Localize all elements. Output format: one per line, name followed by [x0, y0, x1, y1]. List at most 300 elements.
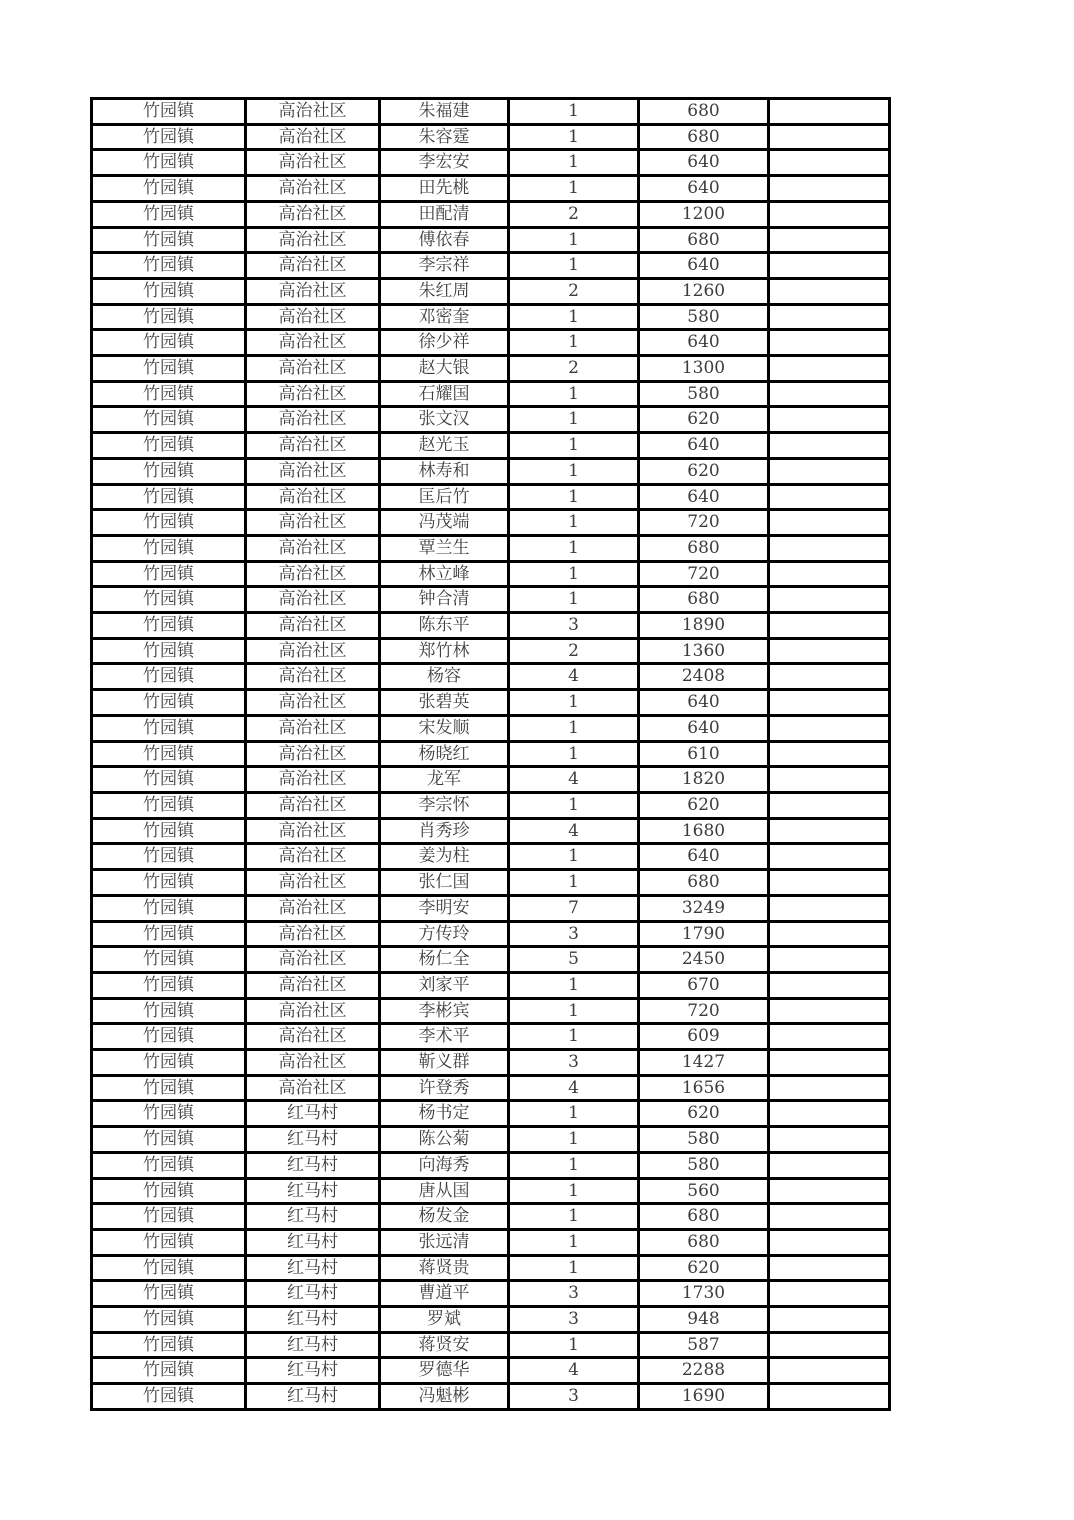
cell-town: 竹园镇 — [92, 1281, 246, 1307]
cell-count: 4 — [509, 818, 639, 844]
cell-name: 方传玲 — [380, 921, 509, 947]
cell-amount: 2408 — [639, 664, 769, 690]
cell-blank — [769, 715, 890, 741]
cell-community: 高治社区 — [246, 664, 380, 690]
table-row — [92, 1255, 890, 1281]
cell-town: 竹园镇 — [92, 510, 246, 536]
cell-count: 5 — [509, 947, 639, 973]
table-row — [92, 1307, 890, 1333]
cell-blank — [769, 1307, 890, 1333]
cell-community: 红马村 — [246, 1358, 380, 1384]
cell-blank — [769, 201, 890, 227]
cell-community: 高治社区 — [246, 638, 380, 664]
cell-count: 1 — [509, 1332, 639, 1358]
cell-community: 高治社区 — [246, 895, 380, 921]
cell-town: 竹园镇 — [92, 767, 246, 793]
cell-name: 曹道平 — [380, 1281, 509, 1307]
table-row — [92, 1281, 890, 1307]
cell-amount: 680 — [639, 124, 769, 150]
table-row — [92, 1152, 890, 1178]
cell-count: 4 — [509, 664, 639, 690]
cell-count: 4 — [509, 1358, 639, 1384]
cell-blank — [769, 433, 890, 459]
cell-blank — [769, 664, 890, 690]
cell-town: 竹园镇 — [92, 715, 246, 741]
cell-count: 3 — [509, 1050, 639, 1076]
cell-blank — [769, 1075, 890, 1101]
table-row — [92, 1358, 890, 1384]
cell-count: 1 — [509, 972, 639, 998]
cell-blank — [769, 561, 890, 587]
table-row — [92, 1127, 890, 1153]
cell-town: 竹园镇 — [92, 227, 246, 253]
cell-count: 3 — [509, 1384, 639, 1410]
cell-blank — [769, 1152, 890, 1178]
cell-blank — [769, 972, 890, 998]
cell-blank — [769, 150, 890, 176]
cell-town: 竹园镇 — [92, 741, 246, 767]
cell-name: 林立峰 — [380, 561, 509, 587]
cell-amount: 640 — [639, 330, 769, 356]
cell-name: 罗德华 — [380, 1358, 509, 1384]
cell-blank — [769, 1101, 890, 1127]
cell-community: 高治社区 — [246, 356, 380, 382]
table-row — [92, 1204, 890, 1230]
cell-name: 张远清 — [380, 1229, 509, 1255]
cell-amount: 580 — [639, 1152, 769, 1178]
cell-name: 蒋贤贵 — [380, 1255, 509, 1281]
cell-count: 1 — [509, 99, 639, 125]
table-row — [92, 407, 890, 433]
cell-name: 刘家平 — [380, 972, 509, 998]
cell-blank — [769, 844, 890, 870]
cell-blank — [769, 124, 890, 150]
table-row — [92, 947, 890, 973]
cell-amount: 1820 — [639, 767, 769, 793]
cell-amount: 1690 — [639, 1384, 769, 1410]
cell-amount: 587 — [639, 1332, 769, 1358]
cell-town: 竹园镇 — [92, 972, 246, 998]
cell-name: 张仁国 — [380, 870, 509, 896]
cell-town: 竹园镇 — [92, 1178, 246, 1204]
cell-town: 竹园镇 — [92, 330, 246, 356]
cell-amount: 640 — [639, 484, 769, 510]
cell-community: 高治社区 — [246, 767, 380, 793]
cell-amount: 1730 — [639, 1281, 769, 1307]
cell-name: 肖秀珍 — [380, 818, 509, 844]
cell-amount: 1260 — [639, 278, 769, 304]
table-row — [92, 587, 890, 613]
cell-name: 赵光玉 — [380, 433, 509, 459]
table-body — [92, 99, 890, 1410]
cell-community: 高治社区 — [246, 201, 380, 227]
cell-town: 竹园镇 — [92, 253, 246, 279]
cell-community: 高治社区 — [246, 381, 380, 407]
table-row — [92, 715, 890, 741]
cell-name: 陈东平 — [380, 613, 509, 639]
cell-count: 1 — [509, 433, 639, 459]
cell-town: 竹园镇 — [92, 433, 246, 459]
cell-amount: 620 — [639, 1255, 769, 1281]
table-row — [92, 1050, 890, 1076]
cell-amount: 2450 — [639, 947, 769, 973]
cell-community: 高治社区 — [246, 870, 380, 896]
cell-blank — [769, 458, 890, 484]
table-row — [92, 613, 890, 639]
table-row — [92, 381, 890, 407]
cell-count: 1 — [509, 561, 639, 587]
cell-amount: 680 — [639, 587, 769, 613]
cell-community: 高治社区 — [246, 330, 380, 356]
cell-town: 竹园镇 — [92, 561, 246, 587]
cell-community: 高治社区 — [246, 535, 380, 561]
cell-name: 徐少祥 — [380, 330, 509, 356]
cell-name: 林寿和 — [380, 458, 509, 484]
cell-amount: 620 — [639, 407, 769, 433]
cell-count: 1 — [509, 1178, 639, 1204]
cell-count: 1 — [509, 998, 639, 1024]
cell-community: 红马村 — [246, 1204, 380, 1230]
cell-amount: 640 — [639, 150, 769, 176]
cell-community: 红马村 — [246, 1178, 380, 1204]
cell-count: 1 — [509, 741, 639, 767]
cell-blank — [769, 818, 890, 844]
cell-name: 匡后竹 — [380, 484, 509, 510]
cell-count: 1 — [509, 176, 639, 202]
cell-community: 高治社区 — [246, 510, 380, 536]
cell-blank — [769, 278, 890, 304]
cell-community: 高治社区 — [246, 792, 380, 818]
cell-town: 竹园镇 — [92, 1358, 246, 1384]
cell-town: 竹园镇 — [92, 99, 246, 125]
cell-blank — [769, 510, 890, 536]
cell-amount: 620 — [639, 458, 769, 484]
cell-community: 红马村 — [246, 1152, 380, 1178]
cell-name: 张文汉 — [380, 407, 509, 433]
cell-amount: 609 — [639, 1024, 769, 1050]
cell-town: 竹园镇 — [92, 150, 246, 176]
table-row — [92, 921, 890, 947]
cell-name: 朱红周 — [380, 278, 509, 304]
cell-name: 唐从国 — [380, 1178, 509, 1204]
cell-count: 3 — [509, 1307, 639, 1333]
cell-blank — [769, 99, 890, 125]
cell-town: 竹园镇 — [92, 1127, 246, 1153]
cell-community: 红马村 — [246, 1101, 380, 1127]
cell-community: 高治社区 — [246, 561, 380, 587]
cell-name: 朱容霆 — [380, 124, 509, 150]
cell-name: 李宗怀 — [380, 792, 509, 818]
table-row — [92, 638, 890, 664]
cell-count: 1 — [509, 407, 639, 433]
table-row — [92, 1229, 890, 1255]
cell-blank — [769, 1358, 890, 1384]
cell-name: 冯魁彬 — [380, 1384, 509, 1410]
subsidy-table — [90, 97, 891, 1411]
cell-community: 高治社区 — [246, 484, 380, 510]
cell-count: 2 — [509, 638, 639, 664]
cell-blank — [769, 1204, 890, 1230]
cell-count: 1 — [509, 1024, 639, 1050]
cell-count: 4 — [509, 1075, 639, 1101]
cell-community: 红马村 — [246, 1307, 380, 1333]
cell-blank — [769, 356, 890, 382]
cell-blank — [769, 895, 890, 921]
cell-amount: 680 — [639, 99, 769, 125]
cell-community: 高治社区 — [246, 818, 380, 844]
table-row — [92, 176, 890, 202]
cell-name: 向海秀 — [380, 1152, 509, 1178]
table-row — [92, 124, 890, 150]
cell-amount: 680 — [639, 870, 769, 896]
cell-blank — [769, 1255, 890, 1281]
cell-town: 竹园镇 — [92, 201, 246, 227]
cell-name: 赵大银 — [380, 356, 509, 382]
cell-blank — [769, 613, 890, 639]
table-row — [92, 433, 890, 459]
cell-amount: 580 — [639, 381, 769, 407]
cell-name: 姜为柱 — [380, 844, 509, 870]
cell-count: 1 — [509, 535, 639, 561]
cell-count: 3 — [509, 613, 639, 639]
cell-amount: 1890 — [639, 613, 769, 639]
cell-count: 1 — [509, 1101, 639, 1127]
cell-town: 竹园镇 — [92, 895, 246, 921]
table-row — [92, 895, 890, 921]
table-row — [92, 150, 890, 176]
cell-name: 邓密奎 — [380, 304, 509, 330]
cell-community: 高治社区 — [246, 998, 380, 1024]
table-row — [92, 1101, 890, 1127]
cell-amount: 1656 — [639, 1075, 769, 1101]
cell-blank — [769, 998, 890, 1024]
cell-blank — [769, 1384, 890, 1410]
cell-town: 竹园镇 — [92, 638, 246, 664]
cell-town: 竹园镇 — [92, 304, 246, 330]
cell-town: 竹园镇 — [92, 1332, 246, 1358]
cell-amount: 640 — [639, 690, 769, 716]
cell-community: 高治社区 — [246, 124, 380, 150]
cell-town: 竹园镇 — [92, 278, 246, 304]
cell-blank — [769, 1050, 890, 1076]
cell-community: 高治社区 — [246, 715, 380, 741]
table-row — [92, 664, 890, 690]
cell-name: 杨书定 — [380, 1101, 509, 1127]
cell-count: 1 — [509, 330, 639, 356]
cell-blank — [769, 1127, 890, 1153]
cell-count: 2 — [509, 356, 639, 382]
cell-name: 李彬宾 — [380, 998, 509, 1024]
cell-community: 高治社区 — [246, 972, 380, 998]
cell-name: 覃兰生 — [380, 535, 509, 561]
cell-name: 李明安 — [380, 895, 509, 921]
cell-town: 竹园镇 — [92, 407, 246, 433]
cell-town: 竹园镇 — [92, 356, 246, 382]
cell-name: 石耀国 — [380, 381, 509, 407]
cell-amount: 640 — [639, 715, 769, 741]
cell-name: 朱福建 — [380, 99, 509, 125]
table-row — [92, 458, 890, 484]
cell-town: 竹园镇 — [92, 664, 246, 690]
cell-amount: 640 — [639, 253, 769, 279]
cell-amount: 620 — [639, 1101, 769, 1127]
cell-amount: 948 — [639, 1307, 769, 1333]
cell-town: 竹园镇 — [92, 176, 246, 202]
cell-community: 高治社区 — [246, 1075, 380, 1101]
cell-count: 1 — [509, 587, 639, 613]
cell-community: 高治社区 — [246, 690, 380, 716]
cell-count: 3 — [509, 921, 639, 947]
cell-blank — [769, 381, 890, 407]
cell-amount: 680 — [639, 227, 769, 253]
cell-town: 竹园镇 — [92, 1101, 246, 1127]
cell-count: 1 — [509, 227, 639, 253]
cell-community: 高治社区 — [246, 227, 380, 253]
cell-name: 田配清 — [380, 201, 509, 227]
cell-amount: 1680 — [639, 818, 769, 844]
cell-community: 高治社区 — [246, 99, 380, 125]
table-row — [92, 484, 890, 510]
cell-blank — [769, 253, 890, 279]
cell-community: 红马村 — [246, 1332, 380, 1358]
cell-community: 高治社区 — [246, 921, 380, 947]
cell-community: 红马村 — [246, 1127, 380, 1153]
cell-count: 1 — [509, 253, 639, 279]
cell-amount: 720 — [639, 510, 769, 536]
cell-town: 竹园镇 — [92, 1075, 246, 1101]
cell-amount: 1360 — [639, 638, 769, 664]
cell-blank — [769, 227, 890, 253]
cell-town: 竹园镇 — [92, 1024, 246, 1050]
cell-name: 郑竹林 — [380, 638, 509, 664]
cell-town: 竹园镇 — [92, 1255, 246, 1281]
table-row — [92, 278, 890, 304]
cell-town: 竹园镇 — [92, 998, 246, 1024]
cell-amount: 720 — [639, 998, 769, 1024]
cell-community: 高治社区 — [246, 407, 380, 433]
cell-community: 红马村 — [246, 1384, 380, 1410]
cell-amount: 620 — [639, 792, 769, 818]
cell-community: 高治社区 — [246, 278, 380, 304]
table-row — [92, 844, 890, 870]
table-row — [92, 998, 890, 1024]
cell-town: 竹园镇 — [92, 1050, 246, 1076]
cell-town: 竹园镇 — [92, 1204, 246, 1230]
cell-blank — [769, 304, 890, 330]
table-row — [92, 1024, 890, 1050]
cell-blank — [769, 690, 890, 716]
cell-name: 宋发顺 — [380, 715, 509, 741]
cell-name: 靳义群 — [380, 1050, 509, 1076]
table-row — [92, 1332, 890, 1358]
cell-count: 1 — [509, 510, 639, 536]
cell-blank — [769, 176, 890, 202]
cell-count: 1 — [509, 1152, 639, 1178]
cell-amount: 680 — [639, 1229, 769, 1255]
cell-amount: 580 — [639, 1127, 769, 1153]
table-row — [92, 201, 890, 227]
cell-community: 高治社区 — [246, 587, 380, 613]
cell-amount: 640 — [639, 176, 769, 202]
cell-community: 高治社区 — [246, 304, 380, 330]
cell-count: 1 — [509, 304, 639, 330]
cell-name: 冯茂端 — [380, 510, 509, 536]
table-row — [92, 690, 890, 716]
cell-count: 1 — [509, 124, 639, 150]
cell-blank — [769, 1281, 890, 1307]
cell-count: 1 — [509, 458, 639, 484]
cell-name: 李宗祥 — [380, 253, 509, 279]
table-row — [92, 741, 890, 767]
table-row — [92, 767, 890, 793]
table-row — [92, 870, 890, 896]
cell-community: 高治社区 — [246, 844, 380, 870]
cell-count: 2 — [509, 278, 639, 304]
table-row — [92, 330, 890, 356]
cell-blank — [769, 870, 890, 896]
cell-count: 1 — [509, 1127, 639, 1153]
cell-count: 1 — [509, 792, 639, 818]
cell-amount: 2288 — [639, 1358, 769, 1384]
cell-name: 杨发金 — [380, 1204, 509, 1230]
cell-community: 红马村 — [246, 1255, 380, 1281]
table-row — [92, 304, 890, 330]
cell-name: 罗斌 — [380, 1307, 509, 1333]
cell-town: 竹园镇 — [92, 484, 246, 510]
cell-community: 高治社区 — [246, 741, 380, 767]
cell-blank — [769, 921, 890, 947]
cell-town: 竹园镇 — [92, 690, 246, 716]
cell-name: 许登秀 — [380, 1075, 509, 1101]
table-row — [92, 253, 890, 279]
table-row — [92, 99, 890, 125]
cell-blank — [769, 535, 890, 561]
cell-name: 杨晓红 — [380, 741, 509, 767]
cell-town: 竹园镇 — [92, 870, 246, 896]
table-row — [92, 792, 890, 818]
cell-name: 田先桃 — [380, 176, 509, 202]
table-row — [92, 972, 890, 998]
cell-amount: 610 — [639, 741, 769, 767]
cell-community: 红马村 — [246, 1229, 380, 1255]
table-row — [92, 1075, 890, 1101]
table-row — [92, 227, 890, 253]
cell-amount: 1790 — [639, 921, 769, 947]
cell-amount: 680 — [639, 1204, 769, 1230]
cell-blank — [769, 1024, 890, 1050]
cell-amount: 720 — [639, 561, 769, 587]
cell-town: 竹园镇 — [92, 535, 246, 561]
cell-town: 竹园镇 — [92, 381, 246, 407]
cell-name: 李术平 — [380, 1024, 509, 1050]
cell-name: 钟合清 — [380, 587, 509, 613]
cell-blank — [769, 741, 890, 767]
table-row — [92, 1384, 890, 1410]
cell-community: 高治社区 — [246, 1024, 380, 1050]
cell-town: 竹园镇 — [92, 1152, 246, 1178]
cell-count: 7 — [509, 895, 639, 921]
cell-name: 杨容 — [380, 664, 509, 690]
table-row — [92, 1178, 890, 1204]
cell-community: 高治社区 — [246, 947, 380, 973]
cell-count: 1 — [509, 844, 639, 870]
cell-blank — [769, 587, 890, 613]
cell-blank — [769, 484, 890, 510]
cell-name: 杨仁全 — [380, 947, 509, 973]
cell-amount: 1427 — [639, 1050, 769, 1076]
cell-town: 竹园镇 — [92, 818, 246, 844]
cell-count: 3 — [509, 1281, 639, 1307]
